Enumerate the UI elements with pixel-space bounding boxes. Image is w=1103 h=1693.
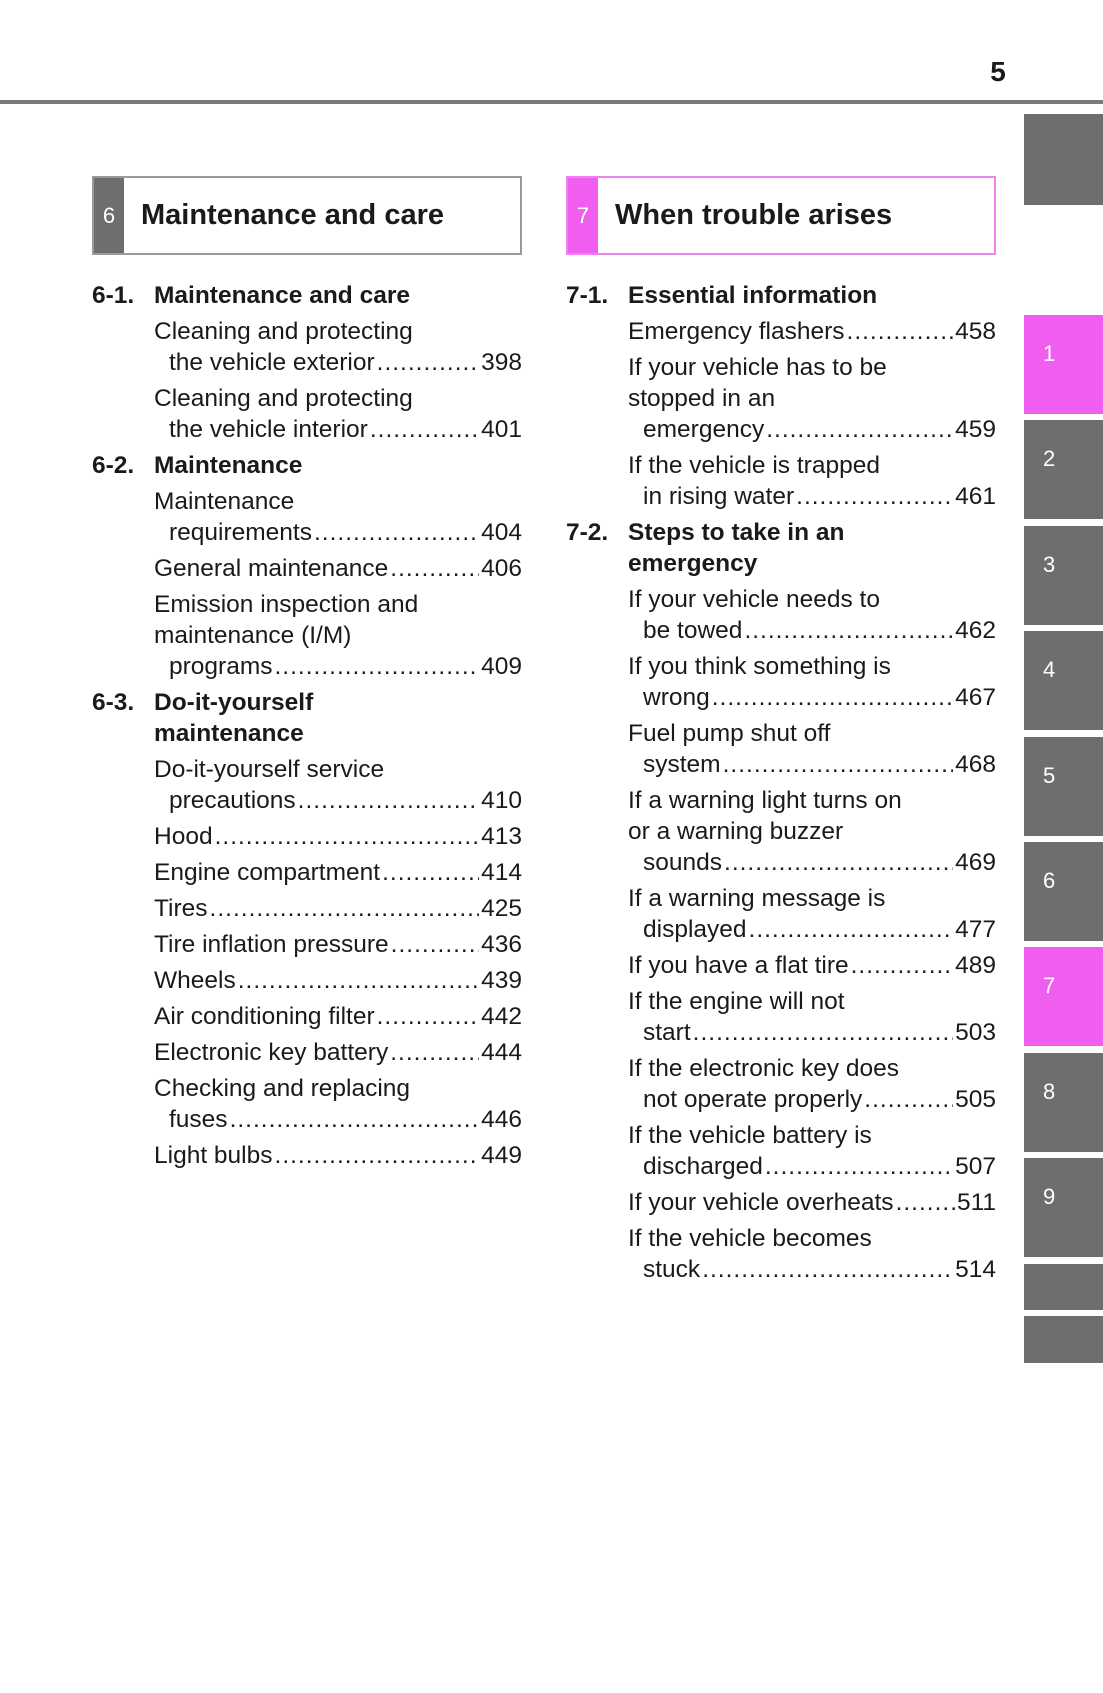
- chapter-tab-blank-top[interactable]: [1024, 114, 1103, 205]
- toc-entry-title: the vehicle exterior: [169, 349, 375, 376]
- toc-entry-line: [628, 1084, 996, 1115]
- toc-group-title: Maintenance: [154, 452, 303, 479]
- toc-entry-lead: If a warning light turns on or a warning buzzer: [628, 787, 902, 845]
- toc-page-number: 398: [481, 349, 522, 376]
- toc-entry-line: [154, 517, 522, 548]
- toc-entry-lead: If your vehicle has to be stopped in an: [628, 354, 887, 412]
- toc-entry[interactable]: [628, 1053, 996, 1115]
- toc-entry-lead: Checking and replacing: [154, 1075, 411, 1102]
- toc-entry[interactable]: [628, 883, 996, 945]
- dot-leader: [210, 893, 480, 924]
- toc-entry-title: be towed: [643, 617, 743, 644]
- toc-entry-title: the vehicle interior: [169, 416, 368, 443]
- toc-entry[interactable]: [628, 352, 996, 445]
- toc-entry-line: [154, 785, 522, 816]
- toc-entry-title: system: [643, 751, 721, 778]
- toc-page-number: 467: [955, 684, 996, 711]
- toc-page-number: 511: [956, 1189, 996, 1216]
- toc-entry-line: [154, 553, 522, 584]
- toc-entry-title: displayed: [643, 916, 747, 943]
- toc-entry-line: [628, 1254, 996, 1285]
- toc-entry-lead: If you think something is: [628, 653, 891, 680]
- toc-entry-title: start: [643, 1019, 691, 1046]
- toc-entry-line: [628, 481, 996, 512]
- dot-leader: [864, 1084, 953, 1115]
- dot-leader: [275, 1140, 480, 1171]
- toc-entry-lead: Emission inspection and maintenance (I/M): [154, 591, 419, 649]
- toc-entry-line: [628, 1187, 996, 1218]
- toc-entry[interactable]: [628, 1223, 996, 1285]
- dot-leader: [744, 615, 953, 646]
- toc-page-number: 449: [481, 1142, 522, 1169]
- toc-group-title: Do-it-yourself maintenance: [154, 689, 314, 747]
- toc-entry-lead: If the engine will not: [628, 988, 845, 1015]
- toc-entry[interactable]: [154, 965, 522, 996]
- toc-entry-line: [154, 414, 522, 445]
- toc-entry-lead: Maintenance: [154, 488, 295, 515]
- chapter-tab-1[interactable]: 1: [1024, 315, 1103, 414]
- dot-leader: [851, 950, 953, 981]
- chapter-tab-9[interactable]: 9: [1024, 1158, 1103, 1257]
- dot-leader: [796, 481, 953, 512]
- toc-entry[interactable]: [154, 1037, 522, 1068]
- toc-entry-lead: Cleaning and protecting: [154, 318, 413, 345]
- toc-entry-lead: Cleaning and protecting: [154, 385, 413, 412]
- toc-entry-line: [628, 316, 996, 347]
- toc-entry-title: If your vehicle overheats: [628, 1189, 894, 1216]
- toc-entry-title: Tires: [154, 895, 208, 922]
- toc-page-number: 477: [955, 916, 996, 943]
- toc-entry-title: Tire inflation pressure: [154, 931, 389, 958]
- dot-leader: [896, 1187, 955, 1218]
- toc-entry-line: [628, 1017, 996, 1048]
- toc-entry-line: [154, 1140, 522, 1171]
- toc-entry-line: [628, 414, 996, 445]
- toc-group-title: Steps to take in an emergency: [628, 519, 845, 577]
- toc-entry-title: fuses: [169, 1106, 228, 1133]
- toc-entry[interactable]: [154, 1001, 522, 1032]
- chapter-tab-2[interactable]: 2: [1024, 420, 1103, 519]
- toc-entry[interactable]: [628, 1120, 996, 1182]
- toc-group-number: 7-1.: [566, 282, 609, 309]
- section-number-7: 7: [568, 178, 598, 253]
- toc-group-title: Maintenance and care: [154, 282, 410, 309]
- toc-entry-title: Light bulbs: [154, 1142, 273, 1169]
- toc-entry-line: [628, 615, 996, 646]
- chapter-tab-8[interactable]: 8: [1024, 1053, 1103, 1152]
- toc-entry[interactable]: [154, 486, 522, 548]
- toc-entry[interactable]: [154, 1073, 522, 1135]
- dot-leader: [693, 1017, 953, 1048]
- toc-page-number: 505: [955, 1086, 996, 1113]
- toc-page-number: 442: [481, 1003, 522, 1030]
- toc-entry[interactable]: [154, 754, 522, 816]
- toc-entry[interactable]: [628, 718, 996, 780]
- dot-leader: [370, 414, 479, 445]
- toc-page-number: 462: [955, 617, 996, 644]
- toc-entry[interactable]: [628, 450, 996, 512]
- chapter-tab-4[interactable]: 4: [1024, 631, 1103, 730]
- section-number-6: 6: [94, 178, 124, 253]
- toc-entry[interactable]: [154, 553, 522, 584]
- toc-page-number: 461: [955, 483, 996, 510]
- toc-entry-title: precautions: [169, 787, 296, 814]
- toc-entry-title: Hood: [154, 823, 213, 850]
- toc-entry-line: [154, 1001, 522, 1032]
- toc-entry[interactable]: [628, 584, 996, 646]
- toc-entry-title: discharged: [643, 1153, 763, 1180]
- toc-page-number: 413: [481, 823, 522, 850]
- toc-group-number: 6-2.: [92, 452, 135, 479]
- toc-entry-title: requirements: [169, 519, 312, 546]
- toc-entry-line: [628, 950, 996, 981]
- dot-leader: [723, 749, 954, 780]
- toc-entry-line: [628, 914, 996, 945]
- toc-entry-title: If you have a flat tire: [628, 952, 849, 979]
- toc-entry-line: [154, 821, 522, 852]
- toc-page-number: 410: [481, 787, 522, 814]
- toc-entry[interactable]: [628, 986, 996, 1048]
- toc-entry[interactable]: [154, 1140, 522, 1171]
- header-rule: [0, 100, 1103, 104]
- toc-entry-title: stuck: [643, 1256, 701, 1283]
- toc-entry-title: sounds: [643, 849, 723, 876]
- toc-page-number: 439: [481, 967, 522, 994]
- toc-page-number: 458: [955, 318, 996, 345]
- section-header-7: [566, 176, 996, 255]
- toc-page-number: 425: [481, 895, 522, 922]
- dot-leader: [702, 1254, 953, 1285]
- toc-group-number: 7-2.: [566, 519, 609, 546]
- toc-page-number: 503: [955, 1019, 996, 1046]
- toc-entry-title: Electronic key battery: [154, 1039, 389, 1066]
- page-number: 5: [990, 56, 1006, 87]
- toc-entry-line: [154, 929, 522, 960]
- toc-entry-line: [154, 857, 522, 888]
- toc-entry[interactable]: [628, 785, 996, 878]
- toc-page-number: 468: [955, 751, 996, 778]
- toc-page-number: 459: [955, 416, 996, 443]
- dot-leader: [377, 347, 479, 378]
- toc-entry-line: [154, 347, 522, 378]
- toc-group-heading: [92, 450, 522, 481]
- section-title-6: Maintenance and care: [141, 199, 444, 231]
- toc-entry-lead: If the electronic key does: [628, 1055, 900, 1082]
- toc-page-number: 446: [481, 1106, 522, 1133]
- toc-entry-line: [154, 965, 522, 996]
- dot-leader: [238, 965, 479, 996]
- toc-entry-title: in rising water: [643, 483, 795, 510]
- toc-group-heading: [92, 687, 522, 749]
- chapter-tab-7[interactable]: 7: [1024, 947, 1103, 1046]
- toc-group-heading: [92, 280, 522, 311]
- toc-entry[interactable]: [154, 821, 522, 852]
- toc-entry-line: [628, 847, 996, 878]
- toc-page-number: 436: [481, 931, 522, 958]
- toc-group-heading: [566, 517, 996, 579]
- dot-leader: [749, 914, 954, 945]
- toc-entry-line: [154, 1037, 522, 1068]
- toc-entry[interactable]: [628, 316, 996, 347]
- dot-leader: [766, 414, 953, 445]
- toc-column-7: [566, 280, 996, 1290]
- toc-page-number: 401: [481, 416, 522, 443]
- dot-leader: [847, 316, 954, 347]
- toc-page-number: 414: [481, 859, 522, 886]
- toc-entry-title: Engine compartment: [154, 859, 381, 886]
- toc-entry-line: [154, 1104, 522, 1135]
- chapter-tab-blank-bottom[interactable]: [1024, 1264, 1103, 1310]
- toc-entry-lead: If the vehicle becomes: [628, 1225, 872, 1252]
- dot-leader: [377, 1001, 480, 1032]
- dot-leader: [712, 682, 953, 713]
- toc-page-number: 507: [955, 1153, 996, 1180]
- dot-leader: [390, 553, 479, 584]
- toc-entry-title: Emergency flashers: [628, 318, 845, 345]
- dot-leader: [314, 517, 479, 548]
- dot-leader: [724, 847, 953, 878]
- toc-entry-lead: If a warning message is: [628, 885, 886, 912]
- toc-entry-title: emergency: [643, 416, 765, 443]
- toc-page-number: 404: [481, 519, 522, 546]
- toc-entry[interactable]: [154, 316, 522, 378]
- toc-entry-line: [154, 893, 522, 924]
- toc-group-number: 6-1.: [92, 282, 135, 309]
- toc-page-number: 489: [955, 952, 996, 979]
- toc-group-heading: [566, 280, 996, 311]
- dot-leader: [765, 1151, 953, 1182]
- toc-group-title: Essential information: [628, 282, 878, 309]
- chapter-tab-6[interactable]: 6: [1024, 842, 1103, 941]
- chapter-tab-3[interactable]: 3: [1024, 526, 1103, 625]
- toc-entry[interactable]: [154, 929, 522, 960]
- toc-entry[interactable]: [154, 383, 522, 445]
- toc-entry-lead: Do-it-yourself service: [154, 756, 385, 783]
- toc-entry[interactable]: [154, 893, 522, 924]
- toc-page-number: 406: [481, 555, 522, 582]
- toc-entry[interactable]: [154, 857, 522, 888]
- toc-entry[interactable]: [628, 651, 996, 713]
- toc-entry-title: Air conditioning filter: [154, 1003, 375, 1030]
- toc-page-number: 409: [481, 653, 522, 680]
- dot-leader: [274, 651, 479, 682]
- toc-page-number: 514: [955, 1256, 996, 1283]
- toc-group-number: 6-3.: [92, 689, 135, 716]
- toc-entry-title: General maintenance: [154, 555, 389, 582]
- dot-leader: [215, 821, 480, 852]
- toc-entry[interactable]: [154, 589, 522, 682]
- toc-entry-line: [628, 682, 996, 713]
- toc-column-6: [92, 280, 522, 1176]
- toc-entry-title: programs: [169, 653, 273, 680]
- chapter-tab-blank-bottom[interactable]: [1024, 1316, 1103, 1363]
- toc-entry[interactable]: [628, 1187, 996, 1218]
- toc-entry-title: Wheels: [154, 967, 236, 994]
- toc-entry-line: [628, 749, 996, 780]
- toc-entry-lead: If the vehicle battery is: [628, 1122, 872, 1149]
- section-header-6: [92, 176, 522, 255]
- toc-entry[interactable]: [628, 950, 996, 981]
- dot-leader: [390, 1037, 479, 1068]
- toc-entry-line: [628, 1151, 996, 1182]
- section-title-7: When trouble arises: [615, 199, 893, 231]
- dot-leader: [298, 785, 479, 816]
- toc-page-number: 469: [955, 849, 996, 876]
- toc-entry-title: wrong: [643, 684, 710, 711]
- toc-page-number: 444: [481, 1039, 522, 1066]
- dot-leader: [391, 929, 479, 960]
- toc-entry-lead: Fuel pump shut off: [628, 720, 831, 747]
- toc-entry-lead: If the vehicle is trapped: [628, 452, 880, 479]
- dot-leader: [230, 1104, 480, 1135]
- toc-entry-line: [154, 651, 522, 682]
- dot-leader: [382, 857, 479, 888]
- toc-entry-title: not operate properly: [643, 1086, 863, 1113]
- toc-entry-lead: If your vehicle needs to: [628, 586, 880, 613]
- chapter-tab-5[interactable]: 5: [1024, 737, 1103, 836]
